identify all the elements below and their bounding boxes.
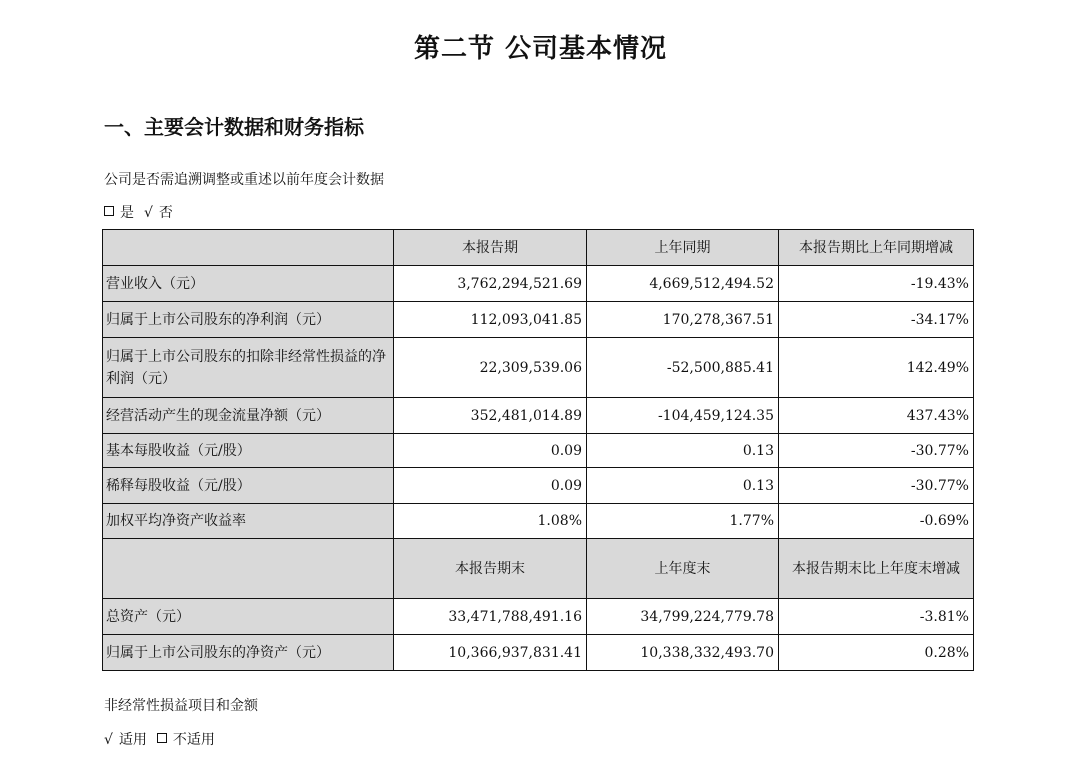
option-applicable: 适用 [118, 732, 147, 748]
prior-value: 0.13 [587, 434, 779, 468]
column-header: 本报告期比上年同期增减 [779, 230, 974, 266]
table-row [103, 599, 974, 635]
prior-value: -52,500,885.41 [587, 338, 779, 398]
change-value: -30.77% [779, 434, 974, 468]
column-header: 本报告期 [394, 230, 587, 266]
header-empty-cell [103, 539, 394, 599]
change-value: -0.69% [779, 504, 974, 539]
page-title: 第二节 公司基本情况 [413, 34, 668, 64]
change-value: -34.17% [779, 302, 974, 338]
row-label: 营业收入（元） [103, 266, 394, 302]
table-row [103, 266, 974, 302]
financial-data-table [102, 229, 974, 671]
change-value: 437.43% [779, 398, 974, 434]
prior-value: 0.13 [587, 468, 779, 504]
current-value: 22,309,539.06 [394, 338, 587, 398]
row-label: 基本每股收益（元/股） [103, 434, 394, 468]
current-value: 33,471,788,491.16 [394, 599, 587, 635]
current-value: 10,366,937,831.41 [394, 635, 587, 671]
row-label: 归属于上市公司股东的净资产（元） [103, 635, 394, 671]
non-recurring-heading: 非经常性损益项目和金额 [104, 698, 258, 714]
current-value: 0.09 [394, 434, 587, 468]
option-not-applicable: 不适用 [172, 732, 215, 748]
prior-value: 4,669,512,494.52 [587, 266, 779, 302]
prior-value: 1.77% [587, 504, 779, 539]
applicability-options [104, 729, 215, 749]
change-value: 142.49% [779, 338, 974, 398]
prior-value: -104,459,124.35 [587, 398, 779, 434]
table-row [103, 635, 974, 671]
unchecked-box-icon [157, 733, 167, 743]
restatement-question: 公司是否需追溯调整或重述以前年度会计数据 [104, 172, 384, 188]
column-header: 本报告期末比上年度末增减 [779, 539, 974, 599]
row-label: 加权平均净资产收益率 [103, 504, 394, 539]
option-no: 否 [158, 205, 173, 221]
check-mark-icon: √ [144, 205, 153, 221]
restatement-options [104, 202, 173, 222]
prior-value: 10,338,332,493.70 [587, 635, 779, 671]
row-label: 总资产（元） [103, 599, 394, 635]
table-row [103, 468, 974, 504]
table-row [103, 398, 974, 434]
table-row [103, 338, 974, 398]
table-header-row [103, 539, 974, 599]
prior-value: 34,799,224,779.78 [587, 599, 779, 635]
change-value: -3.81% [779, 599, 974, 635]
current-value: 1.08% [394, 504, 587, 539]
column-header: 上年度末 [587, 539, 779, 599]
header-empty-cell [103, 230, 394, 266]
table-row [103, 434, 974, 468]
row-label: 经营活动产生的现金流量净额（元） [103, 398, 394, 434]
table-row [103, 302, 974, 338]
current-value: 3,762,294,521.69 [394, 266, 587, 302]
unchecked-box-icon [104, 206, 114, 216]
current-value: 112,093,041.85 [394, 302, 587, 338]
row-label: 归属于上市公司股东的扣除非经常性损益的净利润（元） [103, 338, 394, 398]
prior-value: 170,278,367.51 [587, 302, 779, 338]
table-header-row [103, 230, 974, 266]
change-value: 0.28% [779, 635, 974, 671]
column-header: 上年同期 [587, 230, 779, 266]
column-header: 本报告期末 [394, 539, 587, 599]
section-heading: 一、主要会计数据和财务指标 [104, 115, 364, 139]
row-label: 归属于上市公司股东的净利润（元） [103, 302, 394, 338]
current-value: 352,481,014.89 [394, 398, 587, 434]
option-yes: 是 [120, 205, 134, 221]
change-value: -30.77% [779, 468, 974, 504]
current-value: 0.09 [394, 468, 587, 504]
row-label: 稀释每股收益（元/股） [103, 468, 394, 504]
check-mark-icon: √ [104, 732, 113, 748]
change-value: -19.43% [779, 266, 974, 302]
table-row [103, 504, 974, 539]
